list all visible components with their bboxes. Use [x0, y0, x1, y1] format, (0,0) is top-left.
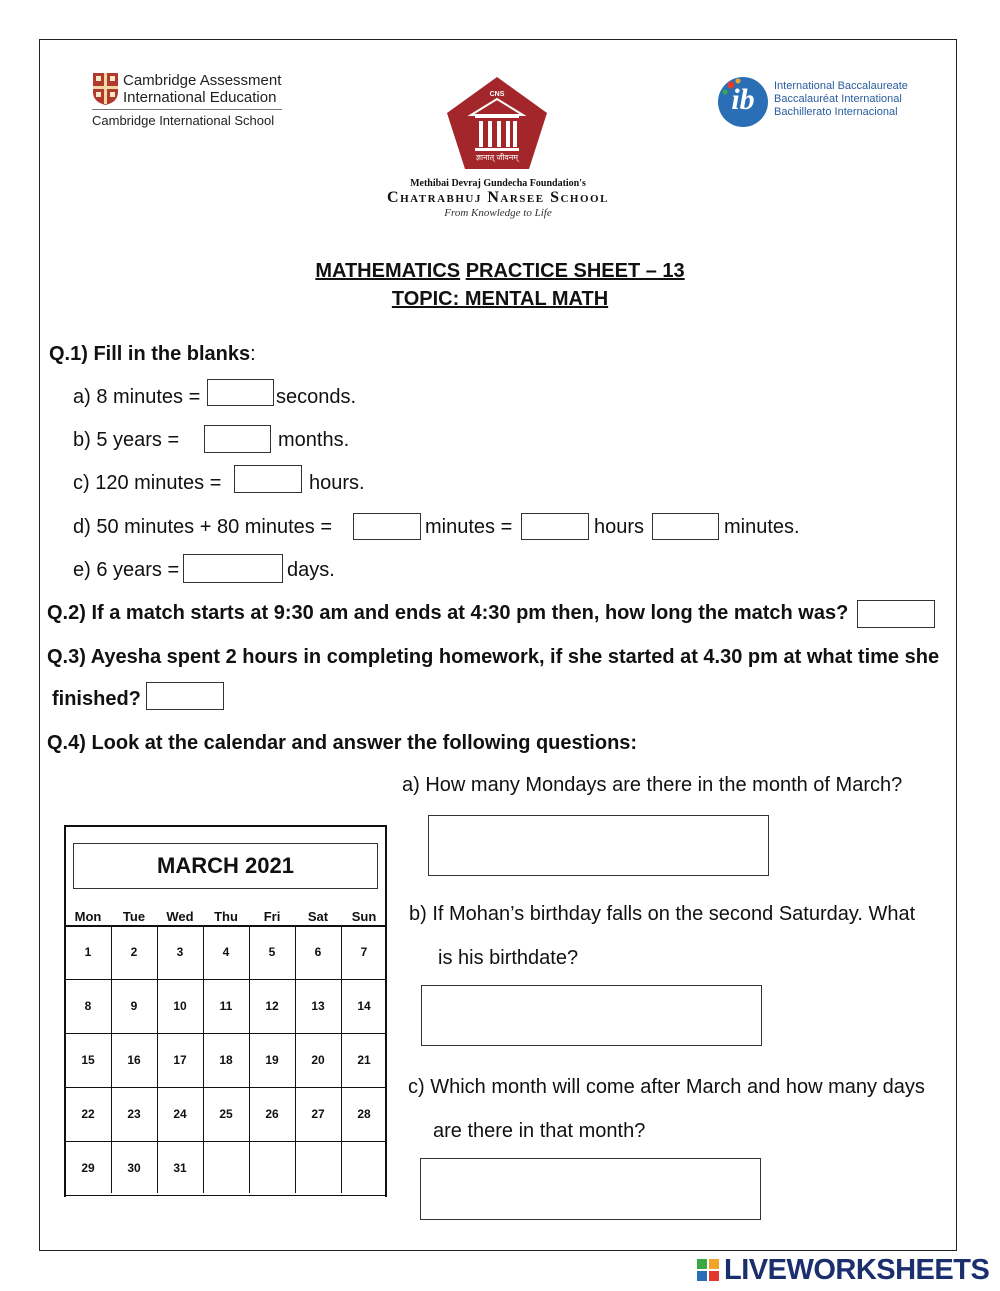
calendar-day: 27 [311, 1107, 325, 1121]
q2-text: Q.2) If a match starts at 9:30 am and ends at 4:30 pm then, how long the match was? [47, 602, 849, 624]
q1d-minutes-label: minutes = [425, 516, 513, 538]
calendar-weekday-sun: Sun [351, 909, 377, 924]
calendar-day: 22 [81, 1107, 95, 1121]
q2-answer-input[interactable] [857, 600, 935, 628]
liveworksheets-logo: LIVEWORKSHEETS [724, 1254, 990, 1286]
cambridge-school-label: Cambridge International School [92, 109, 282, 128]
ib-line3: Bachillerato Internacional [774, 106, 898, 118]
calendar-day: 7 [360, 945, 368, 959]
calendar-weekday-sat: Sat [307, 909, 329, 924]
calendar-day: 6 [314, 945, 322, 959]
calendar-day: 26 [265, 1107, 279, 1121]
calendar-day: 24 [173, 1107, 187, 1121]
q4c-question-line2: are there in that month? [433, 1120, 646, 1142]
calendar-day: 31 [173, 1161, 187, 1175]
calendar-day: 4 [222, 945, 230, 959]
cns-school-name: Chatrabhuj Narsee School [387, 189, 609, 206]
q1c-prefix: c) 120 minutes = [73, 472, 222, 494]
q1b-answer-input[interactable] [204, 425, 271, 453]
q1-heading-text: Q.1) Fill in the blanks [49, 343, 251, 365]
q3-answer-input[interactable] [146, 682, 224, 710]
cns-foundation: Methibai Devraj Gundecha Foundation's [410, 178, 586, 189]
calendar-row-line [65, 925, 387, 927]
calendar-day: 29 [81, 1161, 95, 1175]
calendar-day: 25 [219, 1107, 233, 1121]
calendar-day: 3 [176, 945, 184, 959]
ib-line2: Baccalauréat International [774, 93, 902, 105]
calendar-day: 30 [127, 1161, 141, 1175]
calendar-day: 18 [219, 1053, 233, 1067]
q1c-suffix: hours. [309, 472, 365, 494]
q4a-question: a) How many Mondays are there in the month of March? [402, 774, 903, 796]
liveworksheets-icon [697, 1259, 719, 1281]
cambridge-crest-icon [92, 72, 119, 106]
calendar-day: 2 [130, 945, 138, 959]
calendar-day: 11 [219, 999, 233, 1013]
calendar-day: 28 [357, 1107, 371, 1121]
q4-heading: Q.4) Look at the calendar and answer the following questions: [47, 732, 638, 754]
q1-heading-colon: : [250, 343, 256, 365]
q4c-answer-box[interactable] [420, 1158, 761, 1220]
q1b-suffix: months. [278, 429, 350, 451]
calendar-day: 9 [130, 999, 138, 1013]
sheet-title-number: PRACTICE SHEET – 13 [465, 260, 685, 282]
q1c-answer-input[interactable] [234, 465, 302, 493]
sheet-title-subject: MATHEMATICS [315, 260, 461, 282]
q4a-answer-box[interactable] [428, 815, 769, 876]
cns-logo [445, 75, 549, 171]
calendar-day: 1 [84, 945, 92, 959]
q3-text-line2: finished? [52, 688, 141, 710]
cns-monogram: CNS [489, 91, 505, 98]
q1d-suffix: minutes. [724, 516, 800, 538]
calendar-day: 20 [311, 1053, 325, 1067]
q1d-minutes-input[interactable] [353, 513, 421, 540]
calendar-day: 23 [127, 1107, 141, 1121]
sheet-title [0, 259, 1000, 283]
calendar-day: 19 [265, 1053, 279, 1067]
ib-line1: International Baccalaureate [774, 80, 908, 92]
q1a-prefix: a) 8 minutes = [73, 386, 201, 408]
cambridge-name-line2: International Education [123, 89, 277, 106]
q1d-hours-input[interactable] [521, 513, 589, 540]
calendar-day: 21 [357, 1053, 371, 1067]
calendar-weekday-mon: Mon [74, 909, 102, 924]
cambridge-name-line1: Cambridge Assessment [123, 72, 282, 89]
calendar-day: 15 [81, 1053, 95, 1067]
calendar-weekday-fri: Fri [263, 909, 281, 924]
calendar-row-line [65, 1033, 387, 1034]
q1e-prefix: e) 6 years = [73, 559, 180, 581]
calendar-title: MARCH 2021 [73, 843, 378, 889]
q1e-answer-input[interactable] [183, 554, 283, 583]
sheet-topic: TOPIC: MENTAL MATH [391, 288, 609, 310]
q1e-suffix: days. [287, 559, 335, 581]
calendar-day: 8 [84, 999, 92, 1013]
calendar-day: 12 [265, 999, 279, 1013]
calendar-row-line [65, 1195, 387, 1196]
cns-tagline: From Knowledge to Life [444, 207, 552, 219]
calendar-day: 13 [311, 999, 325, 1013]
calendar-day: 10 [173, 999, 187, 1013]
ib-logo-letters: ib [731, 83, 755, 116]
cns-motto-script: ज्ञानात् जीवनम् [475, 153, 519, 162]
q1a-answer-input[interactable] [207, 379, 274, 406]
q1d-hours-label: hours [594, 516, 645, 538]
ib-logo [716, 75, 926, 129]
q1d-remaining-minutes-input[interactable] [652, 513, 719, 540]
calendar-row-line [65, 1141, 387, 1142]
q4c-question-line1: c) Which month will come after March and how many days [408, 1076, 925, 1098]
q3-text-line1: Q.3) Ayesha spent 2 hours in completing homework, if she started at 4.30 pm at what time she [47, 646, 940, 668]
calendar-row-line [65, 1087, 387, 1088]
calendar-day: 17 [173, 1053, 187, 1067]
q1d-prefix: d) 50 minutes + 80 minutes = [73, 516, 333, 538]
calendar-row-line [65, 979, 387, 980]
calendar-weekday-tue: Tue [122, 909, 146, 924]
calendar-day: 16 [127, 1053, 141, 1067]
q4b-question-line2: is his birthdate? [438, 947, 579, 969]
calendar-day: 14 [357, 999, 371, 1013]
calendar-day: 5 [268, 945, 276, 959]
calendar-weekday-thu: Thu [214, 909, 238, 924]
q4b-question-line1: b) If Mohan’s birthday falls on the second Saturday. What [409, 903, 916, 925]
q4b-answer-box[interactable] [421, 985, 762, 1046]
q1-heading [49, 342, 256, 366]
q1a-suffix: seconds. [276, 386, 357, 408]
calendar-weekday-wed: Wed [166, 909, 194, 924]
q1b-prefix: b) 5 years = [73, 429, 180, 451]
